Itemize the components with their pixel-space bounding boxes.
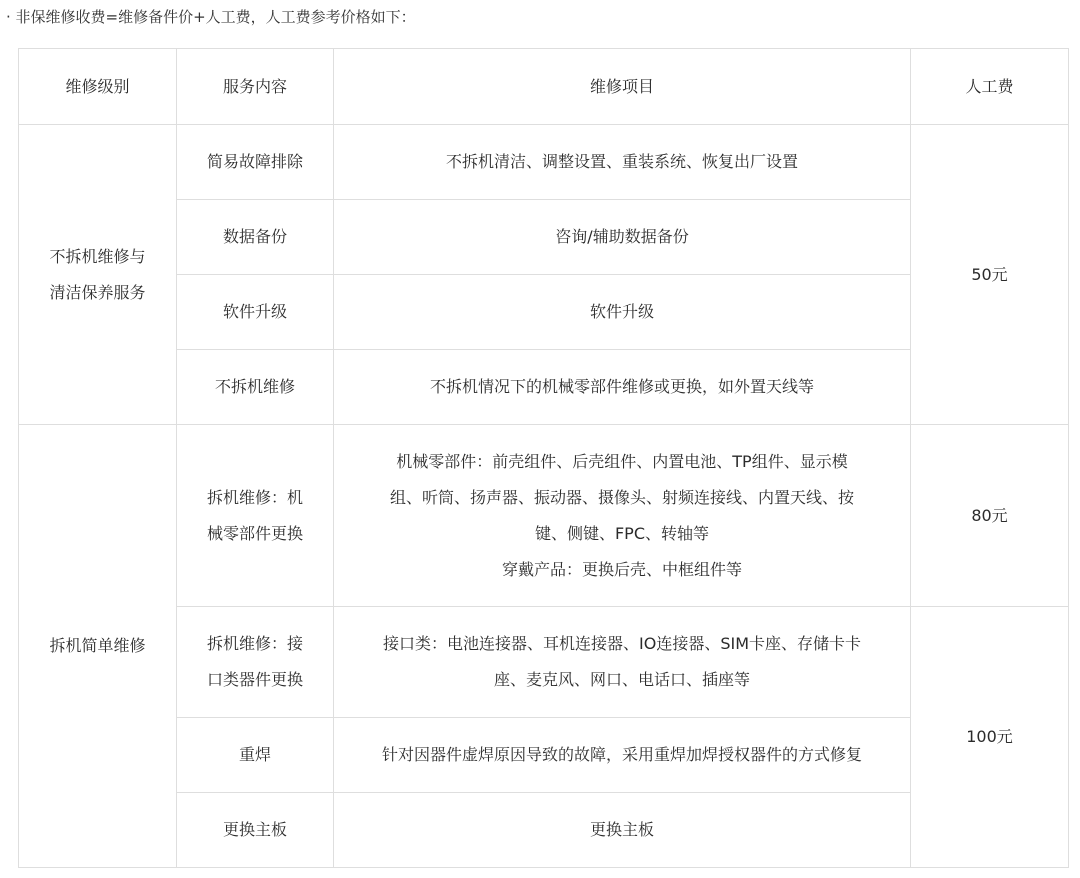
header-level: 维修级别 bbox=[19, 49, 177, 125]
level-cell-no-disassembly bbox=[19, 125, 177, 425]
labor-fee-table bbox=[18, 48, 1069, 868]
service-line: 口类器件更换 bbox=[206, 670, 303, 689]
items-cell: 针对因器件虚焊原因导致的故障，采用重焊加焊授权器件的方式修复 bbox=[334, 718, 911, 793]
intro-text: · 非保维修收费=维修备件价+人工费，人工费参考价格如下： bbox=[6, 8, 416, 26]
service-cell bbox=[177, 607, 334, 718]
header-fee: 人工费 bbox=[911, 49, 1069, 125]
items-cell bbox=[334, 607, 911, 718]
items-line: 接口类：电池连接器、耳机连接器、IO连接器、SIM卡座、存储卡卡 bbox=[383, 634, 861, 653]
service-cell bbox=[177, 425, 334, 607]
fee-cell-100: 100元 bbox=[911, 607, 1069, 868]
level-label-line: 清洁保养服务 bbox=[49, 282, 146, 302]
items-line: 键、侧键、FPC、转轴等 bbox=[534, 523, 709, 543]
items-cell: 更换主板 bbox=[334, 793, 911, 868]
items-cell: 软件升级 bbox=[334, 275, 911, 350]
service-cell: 更换主板 bbox=[177, 793, 334, 868]
service-cell: 数据备份 bbox=[177, 200, 334, 275]
level-label-line: 不拆机维修与 bbox=[49, 246, 146, 266]
items-cell: 不拆机情况下的机械零部件维修或更换，如外置天线等 bbox=[334, 350, 911, 425]
items-line: 座、麦克风、网口、电话口、插座等 bbox=[493, 670, 750, 689]
service-cell: 简易故障排除 bbox=[177, 125, 334, 200]
header-service: 服务内容 bbox=[177, 49, 334, 125]
fee-cell-80: 80元 bbox=[911, 425, 1069, 607]
items-cell bbox=[334, 425, 911, 607]
table-row bbox=[19, 125, 1069, 200]
items-cell: 不拆机清洁、调整设置、重装系统、恢复出厂设置 bbox=[334, 125, 911, 200]
table-row bbox=[19, 607, 1069, 718]
items-line: 穿戴产品：更换后壳、中框组件等 bbox=[501, 559, 742, 579]
fee-cell-50: 50元 bbox=[911, 125, 1069, 425]
service-line: 械零部件更换 bbox=[206, 523, 303, 543]
service-cell: 重焊 bbox=[177, 718, 334, 793]
table-row bbox=[19, 425, 1069, 607]
level-cell-simple-disassembly: 拆机简单维修 bbox=[19, 425, 177, 868]
items-line: 组、听筒、扬声器、振动器、摄像头、射频连接线、内置天线、按 bbox=[389, 487, 854, 507]
header-items: 维修项目 bbox=[334, 49, 911, 125]
service-cell: 软件升级 bbox=[177, 275, 334, 350]
items-cell: 咨询/辅助数据备份 bbox=[334, 200, 911, 275]
service-line: 拆机维修：接 bbox=[206, 634, 303, 653]
items-line: 机械零部件：前壳组件、后壳组件、内置电池、TP组件、显示模 bbox=[396, 451, 848, 471]
table-header-row bbox=[19, 49, 1069, 125]
service-line: 拆机维修：机 bbox=[206, 487, 303, 507]
service-cell: 不拆机维修 bbox=[177, 350, 334, 425]
